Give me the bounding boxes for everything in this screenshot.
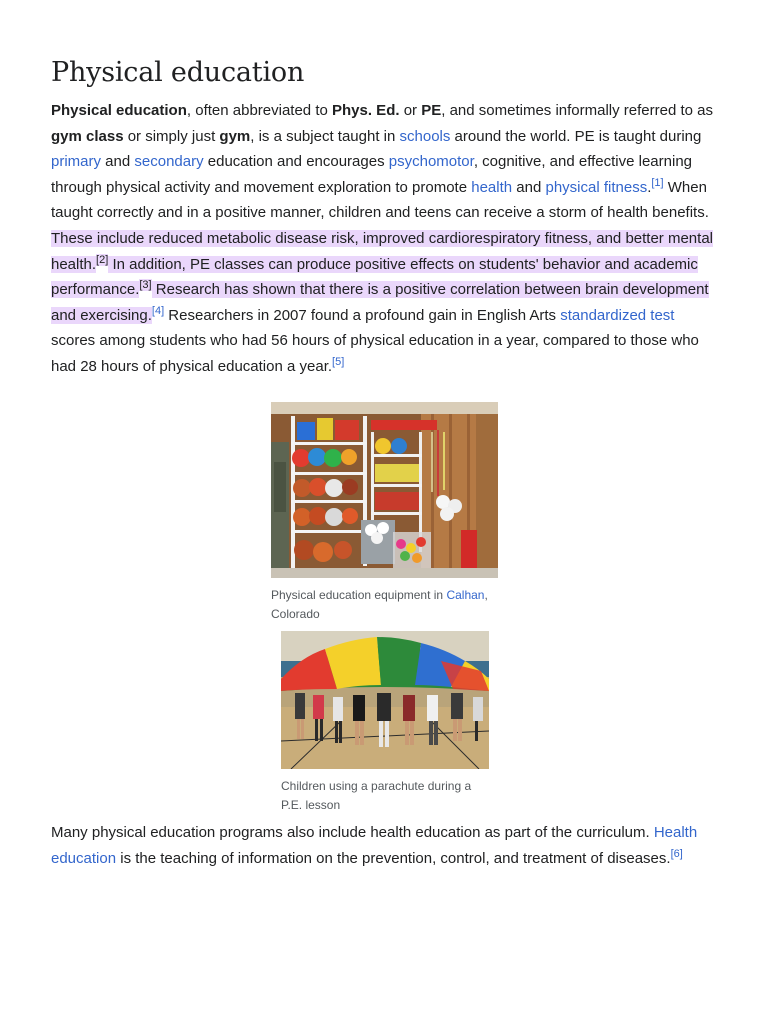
figure-caption-parachute: Children using a parachute during a P.E. lesson — [281, 779, 472, 812]
equipment-photo[interactable] — [271, 402, 498, 578]
highlighted-text-3: Research has shown that there is a positive correlation between brain development and exercising. — [51, 281, 709, 324]
caption-text: Physical education equipment in — [271, 588, 447, 602]
figure-parachute — [281, 631, 489, 815]
bold-term: PE — [421, 102, 442, 119]
link-health[interactable]: health — [471, 178, 513, 196]
text-span: Many physical education programs also include health education as part of the curriculum. — [51, 824, 654, 841]
link-health-education[interactable]: Health education — [51, 824, 698, 867]
text-span: or — [399, 102, 422, 119]
link-schools[interactable]: schools — [399, 127, 451, 145]
text-span: and — [512, 178, 546, 196]
text-span: is the teaching of information on the prevention, control, and treatment of diseases. — [116, 849, 671, 867]
link-calhan[interactable]: Calhan — [446, 588, 485, 602]
equipment-illustration — [271, 402, 498, 578]
reference-5 — [332, 356, 344, 368]
reference-3[interactable]: [3] — [139, 279, 152, 292]
figure-equipment — [271, 402, 498, 624]
text-span: , is a subject taught in — [250, 127, 400, 145]
text-span: . — [647, 178, 652, 196]
link-psychomotor[interactable]: psychomotor — [388, 153, 474, 171]
text-span: or simply just — [123, 127, 220, 145]
intro-paragraph — [51, 98, 717, 380]
text-span: education and encourages — [203, 153, 389, 171]
reference-link-4[interactable]: [4] — [151, 304, 165, 317]
text-span: around the world. PE is taught during — [450, 127, 702, 145]
link-standardized-test[interactable]: standardized test — [560, 306, 675, 324]
link-secondary[interactable]: secondary — [134, 153, 204, 171]
reference-2[interactable]: [2] — [96, 253, 109, 266]
bold-term: Phys. Ed. — [332, 102, 400, 119]
parachute-photo[interactable] — [281, 631, 489, 769]
reference-link-6[interactable]: [6] — [670, 847, 683, 860]
reference-1 — [651, 177, 663, 189]
bold-term: gym class — [51, 127, 124, 145]
page-title: Physical education — [51, 57, 305, 88]
highlighted-text-1: These include reduced metabolic disease risk, improved cardiorespiratory fitness, and better mental health. — [51, 229, 713, 273]
reference-4 — [152, 305, 164, 317]
text-span: scores among students who had 56 hours of physical education in a year, compared to those who had 28 hours of physical education a year. — [51, 332, 699, 375]
caption-text: , Colorado — [271, 588, 488, 621]
highlighted-text-2: In addition, PE classes can produce positive effects on students' behavior and academic performance. — [51, 255, 698, 299]
text-span: , and sometimes informally referred to as — [441, 102, 714, 119]
reference-6 — [671, 848, 683, 860]
reference-link-1[interactable]: [1] — [651, 176, 664, 189]
text-span: and — [101, 153, 135, 171]
text-span: , often abbreviated to — [186, 102, 332, 119]
reference-link-5[interactable]: [5] — [332, 355, 345, 368]
bold-term: Physical education — [51, 102, 187, 119]
text-span: When taught correctly and in a positive manner, children and teens can receive a storm of health benefits. — [51, 178, 709, 222]
parachute-illustration — [281, 631, 489, 769]
text-span: Researchers in 2007 found a profound gain in English Arts — [164, 306, 561, 324]
figure-caption-equipment — [271, 586, 498, 624]
text-span: , cognitive, and effective learning through physical activity and movement exploration to promote — [51, 153, 693, 196]
bold-term: gym — [219, 127, 251, 145]
link-primary[interactable]: primary — [51, 153, 102, 171]
link-physical-fitness[interactable]: physical fitness — [545, 178, 648, 196]
health-education-paragraph — [51, 820, 719, 871]
